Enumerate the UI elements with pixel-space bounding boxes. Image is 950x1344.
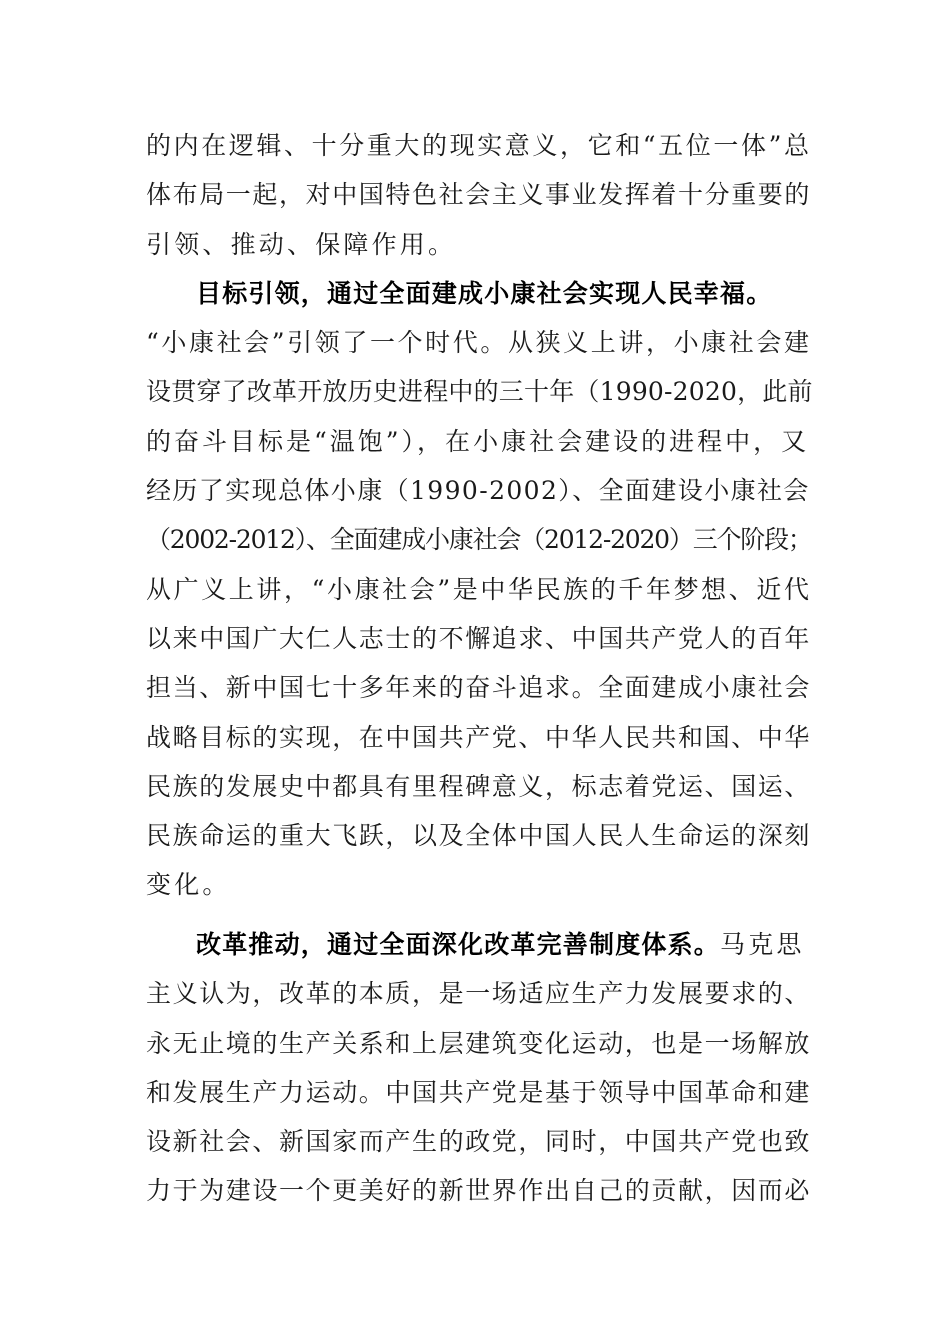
text-line: 以来中国广大仁人志士的不懈追求、中国共产党人的百年 (146, 623, 812, 653)
text-line: 从广义上讲，“小康社会”是中华民族的千年梦想、近代 (146, 574, 812, 604)
text-line: 担当、新中国七十多年来的奋斗追求。全面建成小康社会 (146, 673, 812, 703)
text-line: 设新社会、新国家而产生的政党，同时，中国共产党也致 (146, 1127, 812, 1157)
section-heading: 目标引领，通过全面建成小康社会实现人民幸福。 (196, 278, 773, 308)
body-text (146, 121, 811, 910)
text-line: 民族命运的重大飞跃，以及全体中国人民人生命运的深刻 (146, 821, 812, 851)
section-heading-line (146, 920, 811, 969)
text-line: 永无止境的生产关系和上层建筑变化运动，也是一场解放 (146, 1028, 812, 1058)
text-line: 马克思 (720, 930, 805, 959)
text-line: 经历了实现总体小康（1990-2002）、全面建设小康社会 (146, 476, 810, 506)
text-line: 的内在逻辑、十分重大的现实意义，它和“五位一体”总 (146, 131, 812, 160)
text-line: 的奋斗目标是“温饱”），在小康社会建设的进程中，又 (146, 426, 810, 456)
text-line: 主义认为，改革的本质，是一场适应生产力发展要求的、 (146, 979, 812, 1009)
text-line: 引领、推动、保障作用。 (146, 229, 457, 259)
text-line: 战略目标的实现，在中国共产党、中华人民共和国、中华 (146, 722, 812, 752)
section-heading-line (146, 269, 811, 318)
text-line: 体布局一起，对中国特色社会主义事业发挥着十分重要的 (146, 180, 812, 210)
text-line: 民族的发展史中都具有里程碑意义，标志着党运、国运、 (146, 771, 812, 801)
text-line: 变化。 (146, 870, 231, 900)
text-line: “小康社会”引领了一个时代。从狭义上讲，小康社会建 (146, 328, 812, 358)
body-text-2 (146, 920, 811, 1216)
section-heading: 改革推动，通过全面深化改革完善制度体系。 (196, 930, 721, 959)
text-line: 和发展生产力运动。中国共产党是基于领导中国革命和建 (146, 1077, 812, 1107)
text-line: 设贯穿了改革开放历史进程中的三十年（1990-2020，此前 (146, 377, 813, 407)
text-line: （2002-2012）、全面建成小康社会（2012-2020）三个阶段； (146, 525, 812, 555)
text-line: 力于为建设一个更美好的新世界作出自己的贡献，因而必 (146, 1176, 812, 1206)
